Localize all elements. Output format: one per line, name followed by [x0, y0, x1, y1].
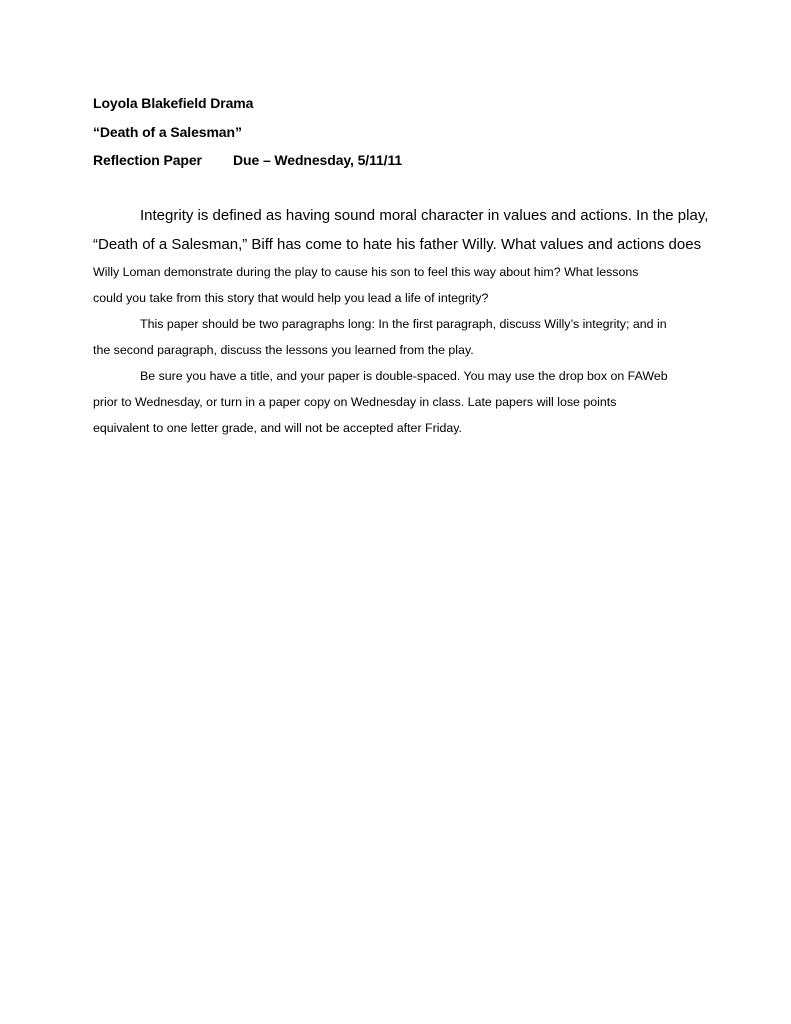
paragraph-3-line-2: prior to Wednesday, or turn in a paper copy on Wednesday in class. Late papers will lose points	[93, 395, 617, 409]
paragraph-1-line-1: Integrity is defined as having sound moral character in values and actions. In the play,	[140, 207, 709, 224]
play-title-heading: “Death of a Salesman”	[93, 124, 242, 140]
paragraph-2-line-1: This paper should be two paragraphs long: In the first paragraph, discuss Willy’s integrity; and in	[140, 317, 667, 331]
paragraph-2-line-2: the second paragraph, discuss the lessons you learned from the play.	[93, 343, 474, 357]
paragraph-1-line-4: could you take from this story that would help you lead a life of integrity?	[93, 291, 489, 305]
school-drama-heading: Loyola Blakefield Drama	[93, 95, 254, 111]
paragraph-1-line-2: “Death of a Salesman,” Biff has come to hate his father Willy. What values and actions does	[93, 236, 702, 253]
paragraph-3-line-3: equivalent to one letter grade, and will not be accepted after Friday.	[93, 421, 462, 435]
due-date: Due – Wednesday, 5/11/11	[233, 152, 403, 168]
paragraph-3-line-1: Be sure you have a title, and your paper is double-spaced. You may use the drop box on FAWeb	[140, 369, 668, 383]
paragraph-1-line-3: Willy Loman demonstrate during the play to cause his son to feel this way about him? What lessons	[93, 265, 639, 279]
assignment-label: Reflection Paper	[93, 152, 202, 168]
